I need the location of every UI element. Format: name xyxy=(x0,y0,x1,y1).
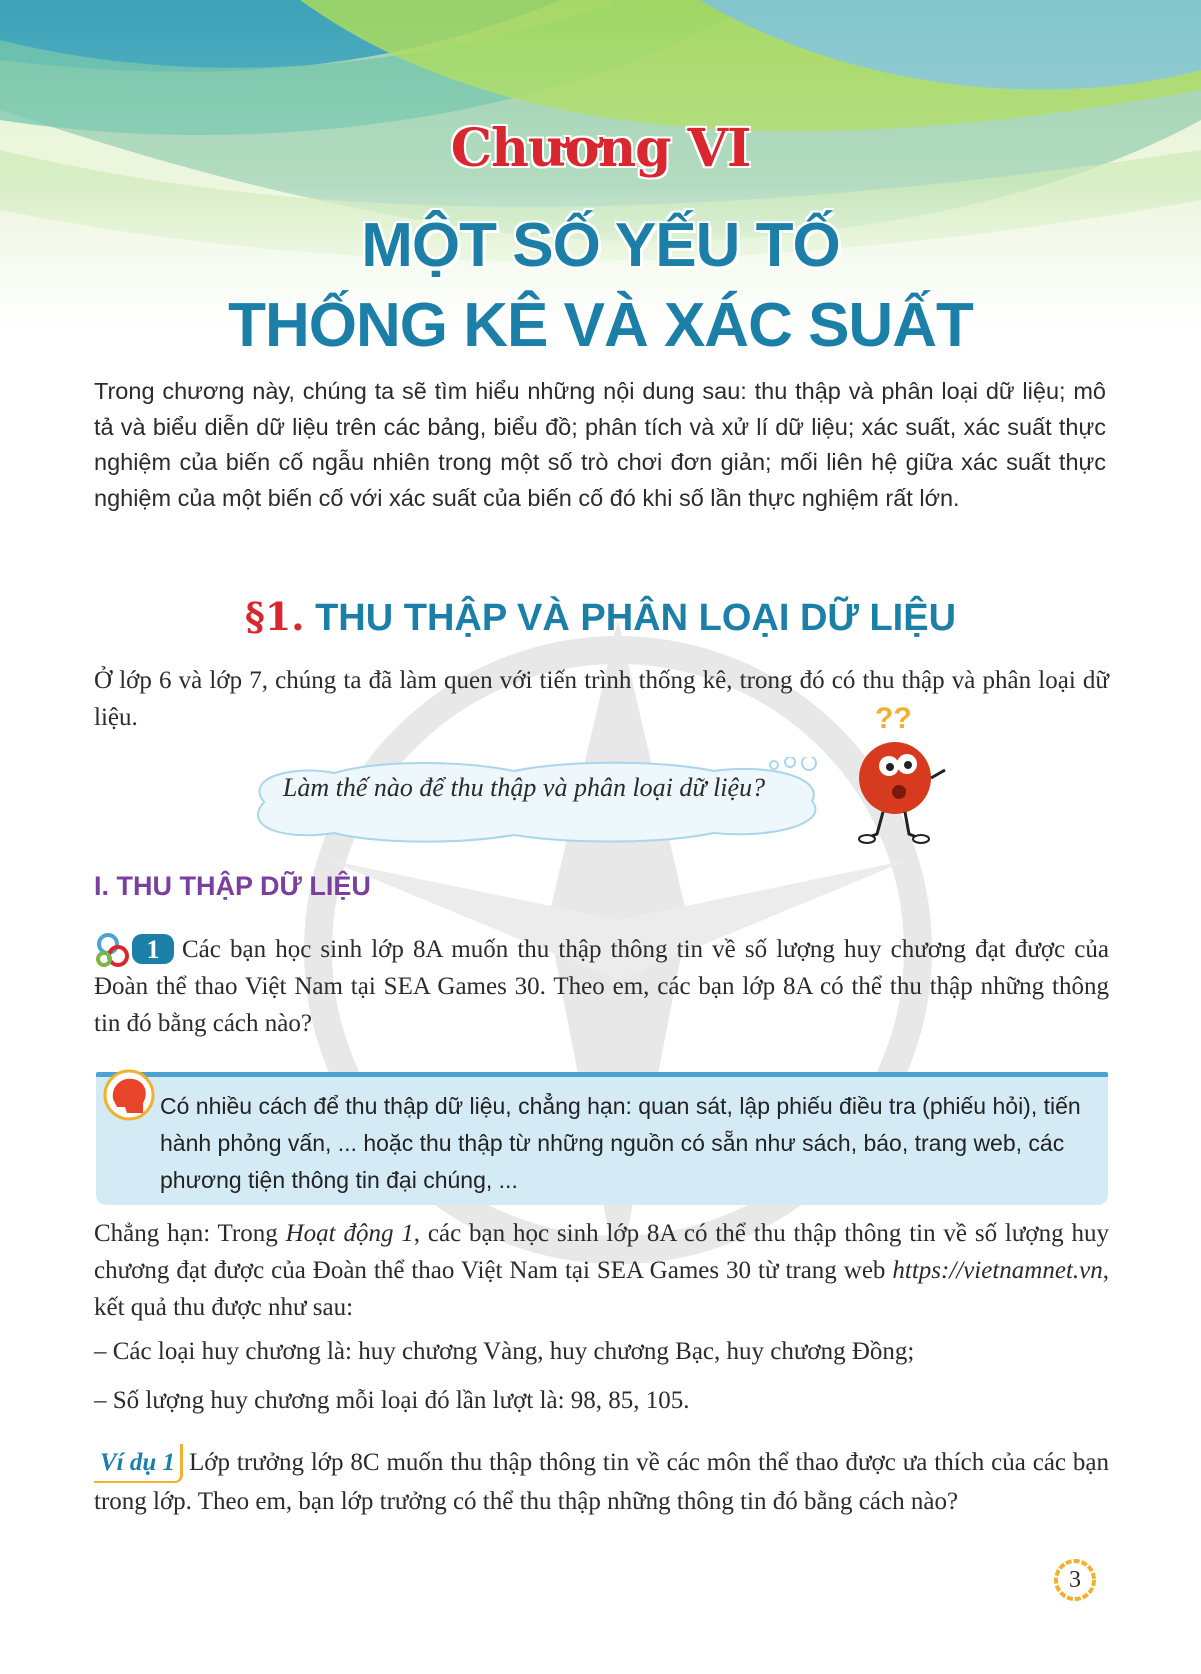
paragraph-example-sources xyxy=(94,1215,1109,1326)
section-title-text: THU THẬP VÀ PHÂN LOẠI DỮ LIỆU xyxy=(315,597,957,639)
example-label: Ví dụ 1 xyxy=(94,1444,183,1483)
activity-number: 1 xyxy=(146,935,160,964)
example-paragraph xyxy=(94,1444,1109,1520)
activity-text: Các bạn học sinh lớp 8A muốn thu thập thông tin về số lượng huy chương đạt được của Đoàn thể thao Việt Nam tại SEA Games 30. Theo em, các bạn lớp 8A có thể thu thập những thông tin đó bằng cách nào? xyxy=(94,936,1109,1037)
page-number-badge xyxy=(1053,1558,1097,1602)
list-item: – Số lượng huy chương mỗi loại đó lần lượt là: 98, 85, 105. xyxy=(94,1387,690,1414)
subheading-data-collection: I. THU THẬP DỮ LIỆU xyxy=(94,871,371,901)
thinking-mascot-icon xyxy=(853,700,953,850)
chapter-title-line1: MỘT SỐ YẾU TỐ xyxy=(361,211,840,280)
note-text: Có nhiều cách để thu thập dữ liệu, chẳng hạn: quan sát, lập phiếu điều tra (phiếu hỏi), tiến hành phỏng vấn, ... hoặc thu thập từ những nguồn có sẵn như sách, báo, trang web, các phương tiện thông tin đại chúng, ... xyxy=(160,1093,1081,1193)
activity-reference: Hoạt động 1 xyxy=(285,1220,414,1247)
example-text: Lớp trưởng lớp 8C muốn thu thập thông tin về các môn thể thao được ưa thích của các bạn trong lớp. Theo em, bạn lớp trưởng có thể thu thập những thông tin đó bằng cách nào? xyxy=(94,1449,1109,1515)
list-item: – Các loại huy chương là: huy chương Vàng, huy chương Bạc, huy chương Đồng; xyxy=(94,1338,915,1365)
page-number: 3 xyxy=(1069,1567,1081,1593)
note-head-icon xyxy=(103,1069,155,1121)
mascot-question-marks: ?? xyxy=(875,702,912,735)
paragraph3-part1: Chẳng hạn: Trong xyxy=(94,1220,286,1247)
website-url: https://vietnamnet.vn xyxy=(892,1257,1103,1284)
paragraph-intro: Ở lớp 6 và lớp 7, chúng ta đã làm quen với tiến trình thống kê, trong đó có thu thập và phân loại dữ liệu. xyxy=(94,667,1109,731)
chapter-intro: Trong chương này, chúng ta sẽ tìm hiểu những nội dung sau: thu thập và phân loại dữ liệu; mô tả và biểu diễn dữ liệu trên các bảng, biểu đồ; phân tích và xử lí dữ liệu; xác suất, xác suất thực nghiệm của biến cố ngẫu nhiên trong một số trò chơi đơn giản; mối liên hệ giữa xác suất thực nghiệm của một biến cố với xác suất của biến cố đó khi số lần thực nghiệm rất lớn. xyxy=(94,378,1106,511)
section-symbol: §1. xyxy=(244,594,305,639)
chapter-title-line2: THỐNG KÊ VÀ XÁC SUẤT xyxy=(228,291,973,360)
paragraph3-part3: , kết quả thu được như sau: xyxy=(94,1257,1109,1321)
chapter-label: Chương VI xyxy=(450,118,751,179)
thought-question: Làm thế nào để thu thập và phân loại dữ liệu? xyxy=(282,773,766,802)
section-title xyxy=(0,594,1201,640)
paragraph3-part2: , các bạn học sinh lớp 8A có thể thu thập thông tin về số lượng huy chương đạt được của Đoàn thể thao Việt Nam tại SEA Games 30 từ trang web xyxy=(94,1220,1109,1284)
